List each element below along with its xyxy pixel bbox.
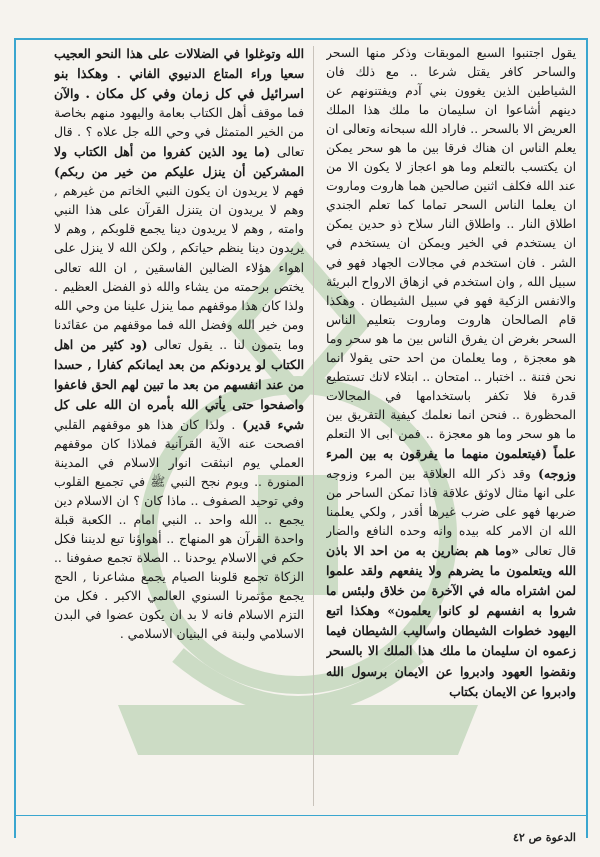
text-segment: وقد ذكر الله العلاقة بين المرء وزوجه على انها مثال لاوثق علاقة فاذا تمكن الساحر من ضربها فهو على ضرب غيرها أقدر , ولكي يعلمنا الله ان الامر كله بيده وانه وحده النافع والضار قال تعالى — [326, 467, 576, 559]
page-footer — [513, 831, 576, 844]
text-segment: فكل من التزم الاسلام فانه لا بد ان يكون عضوا في البدن الاسلامي ولبنة في البنيان الاسلامي . — [54, 589, 304, 642]
footer-page-number: ص ٤٢ — [512, 831, 542, 844]
text-segment: (ما يود الذين كفروا من أهل الكتاب ولا المشركين أن ينزل عليكم من خير من ربكم) — [54, 144, 304, 180]
text-segment: وهكذا اتبع اليهود خطوات الشيطان واساليب الشيطان فيما زعموه ان سليمان ما ملك هذا الملك الا بالسحر ونقضوا العهود وادبروا عن الايمان برسول الله وادبروا عن الايمان بكتاب — [326, 603, 576, 699]
column-divider — [313, 46, 314, 806]
frame-bottom-line — [14, 815, 588, 816]
text-segment: «وما هم بضارين به من احد الا باذن الله ويتعلمون ما يضرهم ولا ينفعهم ولقد علموا لمن اشتراه ماله في الآخرة من خلاق ولبئس ما شروا به انفسهم لو كانوا يعلمون» — [326, 543, 576, 619]
text-segment: . — [224, 417, 236, 432]
article-paragraph — [54, 44, 304, 644]
frame-right-line — [586, 38, 588, 838]
text-segment: فهم لا يريدون ان يكون النبي الخاتم من غيرهم , وهم لا يريدون ان يتنزل القرآن على هذا النبي وامته , وهم لا يريدون دينا يجمع قلوبكم , وهم لا يريدون دينا ينظم حياتكم , ولكن الله لا ينزل على اهواء هؤلاء الضالين الفاسقين , ان الله تعالى يختص برحمته من يشاء والله ذو الفضل العظيم . — [54, 184, 304, 294]
footer-magazine-name: الدعوة — [545, 831, 576, 844]
text-segment: ولذا كان هذا هو موقفهم القلبي افصحت عنه الآية القرآنية فملاذا كان موقفهم العملي يوم انبثقت انوار الاسلام في المدينة المنورة .. ويوم نجح النبي ﷺ في تجميع القلوب وفي توحيد الصفوف .. ماذا كان ؟ — [54, 417, 304, 509]
article-right-column — [326, 44, 576, 806]
text-segment: فما موقف أهل الكتاب بعامة واليهود منهم بخاصة من الخير المتمثل في وحي الله جل علاه ؟ . قال تعالى — [54, 106, 304, 160]
text-segment: ولذا كان هذا موقفهم مما ينزل علينا من وحي الله ومن خير الله وفضل الله فما موقفهم من عقائدنا وما يتمون لنا .. يقول تعالى — [54, 298, 304, 352]
text-segment: (ود كثير من اهل الكتاب لو يردونكم من بعد ايمانكم كفارا , حسدا من عند انفسهم من بعد ما تبين لهم الحق فاعفوا واصفحوا حتى يأتي الله بأمره ان الله على كل شيء قدير) — [54, 336, 304, 432]
text-segment: الله وتوغلوا في الضلالات على هذا النحو العجيب سعيا وراء المتاع الدنيوي الفاني . — [54, 46, 304, 82]
text-segment: والآن — [54, 86, 80, 102]
text-segment: علماً (فيتعلمون منهما ما يفرقون به بين المرء وزوجه) — [326, 445, 576, 482]
text-segment: يقول اجتنبوا السبع الموبقات وذكر منها السحر والساحر كافر يقتل شرعا .. مع ذلك فان الشياطين الذين يغوون بني آدم ويفتنونهم عن دينهم أشاعوا ان سليمان ما ملك هذا الملك العريض الا بالسحر .. فاراد الله سبحانه وتعالى ان يعلم الناس ان هناك فرقا بين ما هو سحر يمكن ان يكتسب بالتعلم وما هو اعجاز لا يكون الا من عند الله فكلف اثنين صالحين هما هاروت وماروت ان يعلما الناس السحر تماما كما تعلم الجندي اطلاق النار .. واطلاق النار سلاح ذو حدين يمكن ان يستخدم في الخير ويمكن ان يستخدم في الشر . فان استخدم في مجالات الجهاد فهو في سبيل الله , وان استخدم في ازهاق الارواح البريئة والانفس الزكية فهو في سبيل الشيطان . وهكذا قام الصالحان هاروت وماروت بتعليم الناس السحر بغرض ان يفرق الناس بين ما هو سحر وما هو معجزة , وما يعلمان من احد حتى يقولا انما نحن فتنة .. اختبار .. امتحان .. ابتلاء لانك تستطيع قدرة فلا تكفر باستخدامها في المجالات المحظورة .. فنحن انما نعلمك كيفية التفريق بين ما هو سحر وما هو معجزة .. فمن ابى الا التعلم — [326, 46, 576, 441]
section-heading: وهكذا بنو اسرائيل في كل زمان وفي كل مكان . — [54, 67, 304, 103]
frame-left-line — [14, 38, 16, 838]
text-segment: ان الاسلام دين يجمع .. الله واحد .. النبي امام .. الكعبة قبلة واحدة القرآن هو المنهاج .. أهواؤنا تبع لديننا فكل حكم في الاسلام يوحدنا .. الصلاة تجمع صفوفنا .. الزكاة تجمع قلوبنا الصيام يجمع مشاعرنا , الحج يجمع مؤتمرنا السنوي العالمي الاكبر . — [54, 494, 304, 604]
article-paragraph — [326, 44, 576, 702]
article-left-column — [54, 44, 304, 806]
frame-top-line — [14, 38, 588, 40]
